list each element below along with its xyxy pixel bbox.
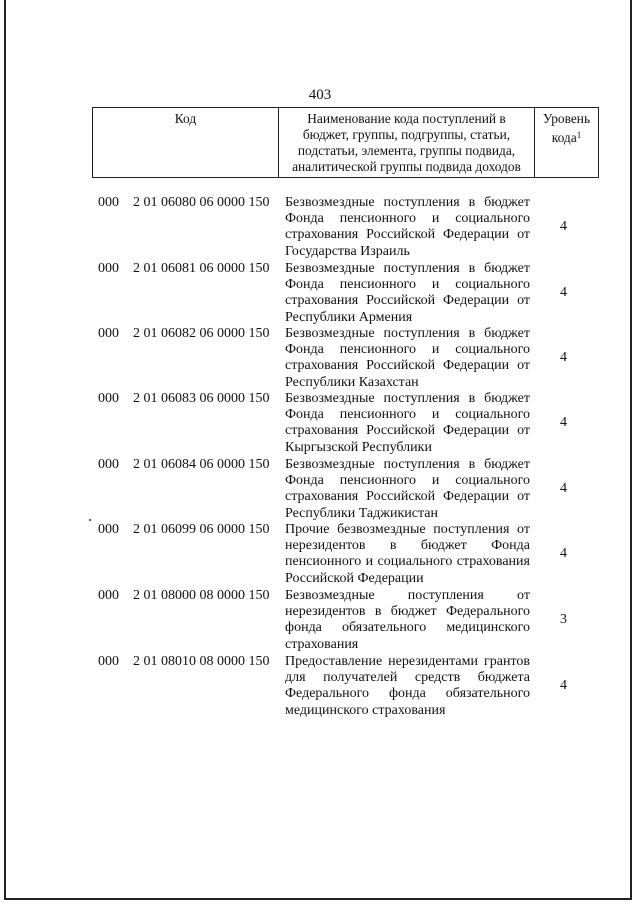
row-code: 2 01 06082 06 0000 150: [133, 326, 270, 341]
header-level-line: Уровень: [542, 111, 591, 126]
row-description-line: страхования Российской Федерации от: [285, 489, 530, 505]
row-prefix: 000: [98, 391, 119, 406]
row-description-line: Безвозмездные поступления в бюджет: [285, 195, 530, 210]
row-description-line: Фонда пенсионного и социального: [285, 277, 530, 293]
header-level-line-2: [535, 127, 598, 146]
row-code: 2 01 08000 08 0000 150: [133, 588, 270, 603]
row-description: [285, 391, 530, 456]
row-description: [285, 654, 530, 719]
row-code: 2 01 06081 06 0000 150: [133, 261, 270, 276]
header-name-line: аналитической группы подвида доходов: [292, 159, 521, 174]
row-description-line: медицинского страхования: [285, 702, 446, 718]
row-description-line: Безвозмездные поступления в бюджет: [285, 391, 530, 406]
row-code: 2 01 06080 06 0000 150: [133, 195, 270, 210]
row-description-line: пенсионного и социального страхования: [285, 554, 530, 570]
row-level: 4: [560, 415, 567, 430]
header-code-cell: [93, 108, 279, 177]
row-code: 2 01 08010 08 0000 150: [133, 654, 270, 669]
row-description-line: Фонда пенсионного и социального: [285, 211, 530, 227]
row-description-line: Фонда пенсионного и социального: [285, 342, 530, 358]
row-description-line: страхования Российской Федерации от: [285, 293, 530, 309]
header-name-cell: [279, 108, 535, 177]
row-description: [285, 195, 530, 260]
row-description-line: Республики Казахстан: [285, 374, 419, 390]
row-prefix: 000: [98, 588, 119, 603]
page-number: 403: [308, 87, 332, 103]
row-description-line: нерезидентов в бюджет Федерального: [285, 604, 530, 620]
row-level: 4: [560, 546, 567, 561]
row-code: 2 01 06099 06 0000 150: [133, 522, 270, 537]
row-description-line: Безвозмездные поступления в бюджет: [285, 261, 530, 276]
row-description-line: Фонда пенсионного и социального: [285, 407, 530, 423]
header-name-line: подстатьи, элемента, группы подвида,: [297, 143, 516, 158]
row-level: 4: [560, 285, 567, 300]
row-description-line: страхования: [285, 636, 359, 652]
row-description-line: Безвозмездные поступления в бюджет: [285, 326, 530, 341]
row-description-line: страхования Российской Федерации от: [285, 227, 530, 243]
row-description-line: Республики Таджикистан: [285, 505, 438, 521]
header-level-footnote: 1: [576, 130, 582, 140]
row-description-line: для получателей средств бюджета: [285, 670, 530, 686]
row-description-line: Кыргызской Республики: [285, 439, 432, 455]
header-level-text: кода: [551, 130, 577, 145]
header-code-label: Код: [174, 111, 197, 126]
row-code: 2 01 06083 06 0000 150: [133, 391, 270, 406]
row-description-line: нерезидентов в бюджет Фонда: [285, 538, 530, 554]
row-description-line: Предоставление нерезидентами грантов: [285, 654, 530, 669]
row-prefix: 000: [98, 195, 119, 210]
row-prefix: 000: [98, 457, 119, 472]
row-prefix: 000: [98, 326, 119, 341]
row-description-line: Федерального фонда обязательного: [285, 686, 530, 702]
row-level: 3: [560, 612, 567, 627]
row-description-line: Республики Армения: [285, 309, 413, 325]
row-description: [285, 457, 530, 522]
row-level: 4: [560, 678, 567, 693]
row-prefix: 000: [98, 261, 119, 276]
row-description-line: Прочие безвозмездные поступления от: [285, 522, 530, 537]
row-level: 4: [560, 219, 567, 234]
row-description-line: страхования Российской Федерации от: [285, 423, 530, 439]
row-description: [285, 522, 530, 587]
table-header: [92, 107, 599, 178]
header-level-cell: [535, 108, 598, 177]
row-description-line: Российской Федерации: [285, 570, 424, 586]
row-description-line: Безвозмездные поступления от: [285, 588, 530, 603]
row-level: 4: [560, 481, 567, 496]
row-description-line: фонда обязательного медицинского: [285, 620, 530, 636]
row-prefix: 000: [98, 522, 119, 537]
scan-speck: [89, 519, 91, 521]
row-description-line: Государства Израиль: [285, 243, 410, 259]
header-name-line: бюджет, группы, подгруппы, статьи,: [302, 127, 511, 142]
row-code: 2 01 06084 06 0000 150: [133, 457, 270, 472]
header-name-line: Наименование кода поступлений в: [307, 111, 506, 126]
row-description-line: страхования Российской Федерации от: [285, 358, 530, 374]
row-description: [285, 261, 530, 326]
row-description: [285, 588, 530, 653]
row-level: 4: [560, 350, 567, 365]
row-description-line: Фонда пенсионного и социального: [285, 473, 530, 489]
row-description-line: Безвозмездные поступления в бюджет: [285, 457, 530, 472]
row-description: [285, 326, 530, 391]
row-prefix: 000: [98, 654, 119, 669]
